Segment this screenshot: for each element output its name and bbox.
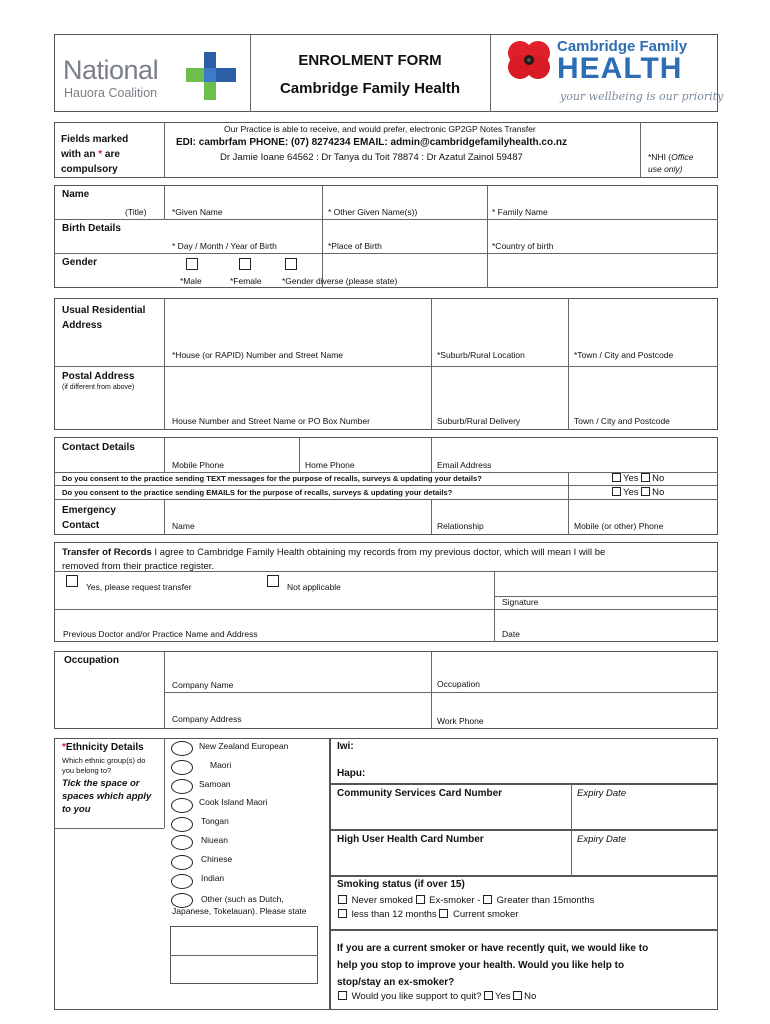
emergency-name-input[interactable] bbox=[165, 500, 430, 534]
given-name-label: *Given Name bbox=[172, 207, 223, 217]
ethnicity-option-label: Chinese bbox=[201, 854, 233, 864]
compulsory-note-line3: compulsory bbox=[61, 164, 118, 175]
quit-support-yes-checkbox[interactable] bbox=[484, 991, 493, 1000]
gender-diverse-label: *Gender diverse (please state) bbox=[282, 276, 398, 286]
ethnicity-niuean-option[interactable] bbox=[171, 835, 193, 850]
occupation-label: Occupation bbox=[437, 679, 480, 689]
huhc-number-input[interactable] bbox=[331, 848, 570, 875]
text-consent-yes-checkbox[interactable] bbox=[612, 473, 621, 482]
ethnicity-label-divider bbox=[54, 828, 164, 829]
emergency-relationship-label: Relationship bbox=[437, 521, 484, 531]
current-smoker-checkbox[interactable] bbox=[439, 909, 448, 918]
emergency-phone-label: Mobile (or other) Phone bbox=[574, 521, 664, 531]
compulsory-star: * bbox=[98, 149, 103, 160]
usual-address-label-line1: Usual Residential bbox=[62, 305, 146, 316]
emergency-contact-label-line2: Contact bbox=[62, 520, 100, 531]
compulsory-note-line2 bbox=[61, 147, 128, 162]
quit-support-line2: help you stop to improve your health. Would you like help to bbox=[337, 960, 625, 971]
other-names-label: * Other Given Name(s)) bbox=[328, 207, 418, 217]
csc-expiry-label: Expiry Date bbox=[577, 788, 627, 799]
email-consent-question: Do you consent to the practice sending EMAILS for the purpose of recalls, surveys & updating your details? bbox=[62, 488, 453, 497]
hapu-label: Hapu: bbox=[337, 768, 366, 779]
nhi-label-prefix: *NHI ( bbox=[648, 152, 672, 162]
nhi-label-office: Office bbox=[671, 152, 694, 162]
ethnicity-maori-option[interactable] bbox=[171, 760, 193, 775]
nhi-label-line2: use only) bbox=[648, 164, 683, 174]
home-phone-label: Home Phone bbox=[305, 460, 355, 470]
birth-details-label: Birth Details bbox=[62, 223, 121, 234]
iwi-input[interactable] bbox=[360, 739, 716, 761]
gender-label: Gender bbox=[62, 257, 98, 268]
transfer-statement-line2: removed from their practice register. bbox=[62, 561, 215, 572]
ethnicity-col-divider bbox=[164, 738, 165, 828]
quit-support-question-label: Would you like support to quit? bbox=[351, 991, 482, 1002]
quit-support-line1: If you are a current smoker or have recently quit, we would like to bbox=[337, 943, 649, 954]
ethnicity-option-label: Niuean bbox=[201, 835, 228, 845]
cfh-logo-line2: HEALTH bbox=[557, 52, 683, 85]
gender-male-checkbox[interactable] bbox=[186, 258, 198, 270]
ethnicity-question bbox=[62, 756, 145, 776]
ethnicity-option-label: New Zealand European bbox=[199, 741, 289, 751]
transfer-text: I agree to Cambridge Family Health obtaining my records from my previous doctor, which will mean I will be bbox=[151, 547, 606, 558]
signature-label: Signature bbox=[502, 597, 539, 607]
transfer-yes-checkbox[interactable] bbox=[66, 575, 78, 587]
gender-male-label: *Male bbox=[180, 276, 202, 286]
national-logo-subtext: Hauora Coalition bbox=[64, 86, 158, 100]
company-address-label: Company Address bbox=[172, 714, 242, 724]
transfer-yes-label: Yes, please request transfer bbox=[86, 582, 192, 592]
huhc-label: High User Health Card Number bbox=[337, 834, 484, 845]
ethnicity-chinese-option[interactable] bbox=[171, 855, 193, 870]
ethnicity-other-label-line1: Other (such as Dutch, bbox=[201, 894, 284, 904]
text-consent-yes-label: Yes bbox=[623, 473, 639, 484]
ethnicity-other-label-line2: Japanese, Tokelauan). Please state bbox=[172, 906, 307, 916]
smoking-options-row1 bbox=[338, 895, 594, 906]
ethnicity-option-label: Maori bbox=[210, 760, 232, 770]
header-divider-right bbox=[490, 34, 491, 112]
csc-expiry-input[interactable] bbox=[572, 802, 717, 829]
postal-address-note: (if different from above) bbox=[62, 384, 135, 391]
transfer-statement-line1 bbox=[62, 546, 605, 560]
csc-number-input[interactable] bbox=[331, 802, 570, 829]
postal-street-label: House Number and Street Name or PO Box Number bbox=[172, 416, 370, 426]
gp2gp-note: Our Practice is able to receive, and would prefer, electronic GP2GP Notes Transfer bbox=[224, 124, 536, 134]
dob-label: * Day / Month / Year of Birth bbox=[172, 241, 277, 251]
ex-smoker-checkbox[interactable] bbox=[416, 895, 425, 904]
never-smoked-checkbox[interactable] bbox=[338, 895, 347, 904]
gender-female-label: *Female bbox=[230, 276, 262, 286]
ethnicity-other-input-divider bbox=[170, 955, 318, 956]
form-title: ENROLMENT FORM bbox=[298, 52, 442, 69]
title-field-label: (Title) bbox=[125, 207, 147, 217]
ethnicity-other-label bbox=[172, 893, 307, 917]
ethnicity-star: * bbox=[62, 742, 66, 753]
national-logo-text: National bbox=[63, 55, 159, 85]
postal-town-label: Town / City and Postcode bbox=[574, 416, 670, 426]
intro-divider-left bbox=[164, 122, 165, 178]
ethnicity-instructions-line2: spaces which apply bbox=[62, 791, 152, 802]
place-of-birth-label: *Place of Birth bbox=[328, 241, 382, 251]
text-consent-no-label: No bbox=[652, 473, 665, 484]
compulsory-note bbox=[61, 132, 128, 177]
poppy-icon bbox=[505, 38, 553, 82]
ethnicity-tongan-option[interactable] bbox=[171, 817, 193, 832]
huhc-expiry-label: Expiry Date bbox=[577, 834, 627, 845]
mobile-phone-label: Mobile Phone bbox=[172, 460, 224, 470]
contact-divider-2 bbox=[54, 485, 718, 486]
suburb-label: *Suburb/Rural Location bbox=[437, 350, 525, 360]
huhc-expiry-input[interactable] bbox=[572, 848, 717, 875]
country-of-birth-label: *Country of birth bbox=[492, 241, 554, 251]
hapu-input[interactable] bbox=[370, 763, 716, 783]
company-name-label: Company Name bbox=[172, 680, 234, 690]
text-consent-options bbox=[612, 473, 664, 484]
ethnicity-option-label: Tongan bbox=[201, 816, 229, 826]
email-consent-options bbox=[612, 487, 664, 498]
compulsory-note-line1: Fields marked bbox=[61, 134, 129, 145]
nhi-label-line1 bbox=[648, 151, 693, 163]
emergency-name-label: Name bbox=[172, 521, 195, 531]
emergency-contact-label-line1: Emergency bbox=[62, 505, 116, 516]
gender-female-checkbox[interactable] bbox=[239, 258, 251, 270]
name-label: Name bbox=[62, 189, 90, 200]
ethnicity-option-label: Samoan bbox=[199, 779, 231, 789]
quit-support-yes-label: Yes bbox=[495, 991, 511, 1002]
usual-address-label bbox=[62, 303, 145, 333]
ethnicity-samoan-option[interactable] bbox=[171, 779, 193, 794]
email-consent-no-label: No bbox=[652, 487, 665, 498]
cfh-logo-tagline: your wellbeing is our priority bbox=[560, 90, 724, 103]
family-name-label: * Family Name bbox=[492, 207, 548, 217]
form-subtitle: Cambridge Family Health bbox=[279, 80, 461, 97]
transfer-statement bbox=[62, 546, 605, 574]
ethnicity-label-text: Ethnicity Details bbox=[65, 742, 144, 753]
occupation-section-label: Occupation bbox=[64, 655, 120, 666]
street-address-label: *House (or RAPID) Number and Street Name bbox=[172, 350, 344, 360]
consent-col-divider bbox=[568, 472, 569, 499]
postal-suburb-label: Suburb/Rural Delivery bbox=[437, 416, 521, 426]
compulsory-note-prefix: with an bbox=[61, 149, 99, 160]
gender-diverse-input[interactable] bbox=[488, 254, 716, 286]
ethnicity-question-line2: you belong to? bbox=[62, 766, 112, 775]
email-consent-yes-label: Yes bbox=[623, 487, 639, 498]
transfer-na-checkbox[interactable] bbox=[267, 575, 279, 587]
compulsory-note-suffix: are bbox=[102, 149, 120, 160]
quit-support-no-label: No bbox=[524, 991, 537, 1002]
csc-label: Community Services Card Number bbox=[337, 788, 503, 799]
signature-input[interactable] bbox=[495, 572, 717, 595]
header-divider-left bbox=[250, 34, 251, 112]
cfh-logo-line1: Cambridge Family bbox=[557, 38, 688, 55]
text-consent-question: Do you consent to the practice sending TEXT messages for the purpose of recalls, surveys & updating your details? bbox=[62, 474, 482, 483]
ex-smoker-label: Ex-smoker - bbox=[429, 895, 481, 906]
national-cross-icon bbox=[186, 52, 238, 100]
usual-address-label-line2: Address bbox=[62, 320, 103, 331]
postal-address-label: Postal Address bbox=[62, 371, 135, 382]
less-than-12-months-label: less than 12 months bbox=[351, 909, 437, 920]
ethnicity-option-label: Indian bbox=[201, 873, 225, 883]
greater-than-15-months-label: Greater than 15months bbox=[496, 895, 595, 906]
transfer-date-input[interactable] bbox=[495, 610, 717, 641]
email-consent-yes-checkbox[interactable] bbox=[612, 487, 621, 496]
current-smoker-label: Current smoker bbox=[452, 909, 519, 920]
transfer-date-label: Date bbox=[502, 629, 520, 639]
quit-support-question-box bbox=[338, 991, 347, 1000]
doctors-line: Dr Jamie Ioane 64562 : Dr Tanya du Toit 78874 : Dr Azatul Zainol 59487 bbox=[220, 152, 523, 163]
nhi-label bbox=[648, 151, 693, 175]
less-than-12-months-checkbox[interactable] bbox=[338, 909, 347, 918]
contact-details-label: Contact Details bbox=[62, 442, 135, 453]
smoking-status-label: Smoking status (if over 15) bbox=[337, 879, 465, 890]
work-phone-label: Work Phone bbox=[437, 716, 484, 726]
quit-support-line3: stop/stay an ex-smoker? bbox=[337, 977, 455, 988]
transfer-na-label: Not applicable bbox=[287, 582, 341, 592]
quit-support-text bbox=[337, 940, 648, 991]
never-smoked-label: Never smoked bbox=[351, 895, 413, 906]
previous-doctor-label: Previous Doctor and/or Practice Name and Address bbox=[63, 629, 258, 639]
gender-diverse-checkbox[interactable] bbox=[285, 258, 297, 270]
ethnicity-instructions-line1: Tick the space or bbox=[62, 778, 140, 789]
quit-support-question bbox=[338, 991, 536, 1002]
quit-support-no-checkbox[interactable] bbox=[513, 991, 522, 1000]
email-label: Email Address bbox=[437, 460, 492, 470]
intro-divider-right bbox=[640, 122, 641, 178]
ethnicity-option-label: Cook Island Maori bbox=[199, 797, 268, 807]
ethnicity-cook-island-maori-option[interactable] bbox=[171, 798, 193, 813]
email-consent-no-checkbox[interactable] bbox=[641, 487, 650, 496]
edi-contact-line: EDI: cambrfam PHONE: (07) 8274234 EMAIL: admin@cambridgefamilyhealth.co.nz bbox=[176, 137, 567, 148]
emergency-contact-label bbox=[62, 503, 116, 533]
smoking-options-row2 bbox=[338, 909, 518, 920]
town-label: *Town / City and Postcode bbox=[574, 350, 674, 360]
greater-than-15-months-checkbox[interactable] bbox=[483, 895, 492, 904]
text-consent-no-checkbox[interactable] bbox=[641, 473, 650, 482]
transfer-label: Transfer of Records bbox=[62, 547, 152, 558]
ethnicity-instructions bbox=[62, 777, 151, 816]
ethnicity-instructions-line3: to you bbox=[62, 804, 91, 815]
iwi-label: Iwi: bbox=[337, 741, 354, 752]
ethnicity-nz-european-option[interactable] bbox=[171, 741, 193, 756]
ethnicity-indian-option[interactable] bbox=[171, 874, 193, 889]
ethnicity-question-line1: Which ethnic group(s) do bbox=[62, 756, 146, 765]
ethnicity-label bbox=[62, 742, 144, 753]
